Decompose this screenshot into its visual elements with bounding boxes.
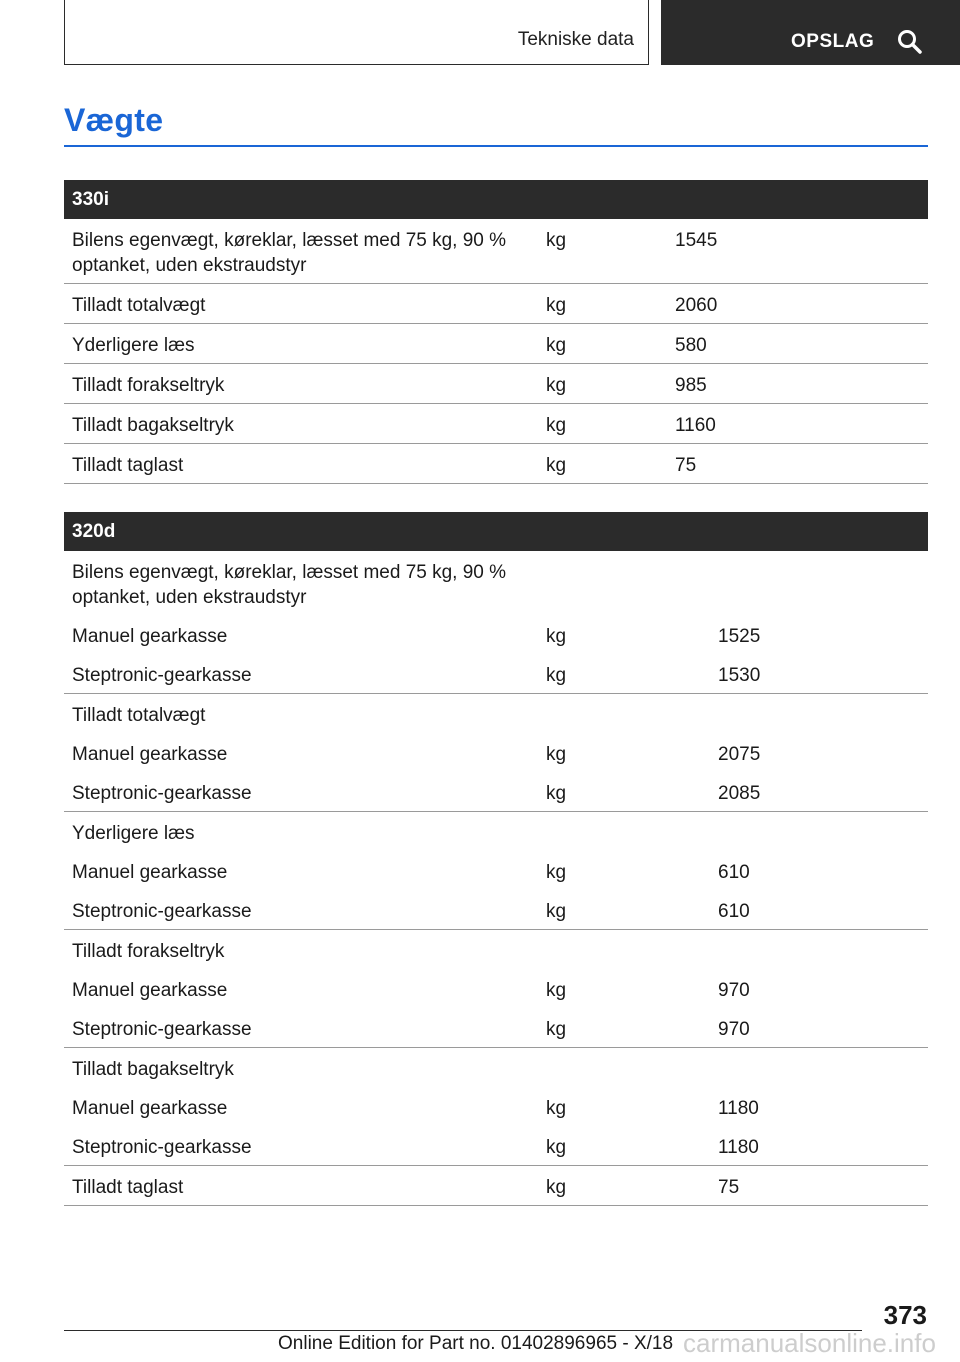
row-value: 75 <box>675 455 697 476</box>
row-label: Tilladt forakseltryk <box>72 375 225 396</box>
row-unit: kg <box>546 1177 567 1198</box>
row-value: 1530 <box>718 665 761 686</box>
row-unit: kg <box>546 862 567 883</box>
table-row <box>64 890 928 930</box>
table-row <box>64 615 928 654</box>
table-row <box>64 444 928 484</box>
row-label: Steptronic-gearkasse <box>72 665 252 686</box>
group-heading-row <box>64 812 928 851</box>
row-unit: kg <box>546 626 567 647</box>
row-unit: kg <box>546 1019 567 1040</box>
watermark: carmanualsonline.info <box>683 1328 936 1358</box>
row-label: Steptronic-gearkasse <box>72 901 252 922</box>
row-label: Manuel gearkasse <box>72 980 228 1001</box>
section-tab[interactable] <box>64 0 649 65</box>
row-unit: kg <box>546 1137 567 1158</box>
table-row <box>64 851 928 890</box>
lookup-tab[interactable] <box>661 0 960 65</box>
table-heading-330i: 330i <box>64 180 928 219</box>
page-number: 373 <box>883 1300 927 1330</box>
row-label: Manuel gearkasse <box>72 1098 228 1119</box>
row-value: 1180 <box>718 1098 759 1119</box>
table-row <box>64 654 928 694</box>
row-label: Manuel gearkasse <box>72 626 228 647</box>
row-value: 610 <box>718 862 750 883</box>
section-tab-label: Tekniske data <box>517 29 634 50</box>
row-value: 985 <box>675 375 707 396</box>
table-row <box>64 364 928 404</box>
row-unit: kg <box>546 375 567 396</box>
row-label: Tilladt taglast <box>72 1177 184 1198</box>
table-row <box>64 969 928 1008</box>
row-value: 580 <box>675 335 707 356</box>
table-heading-320d: 320d <box>64 512 928 551</box>
search-icon[interactable] <box>897 29 923 55</box>
table-row <box>64 733 928 772</box>
row-value: 2060 <box>675 295 718 316</box>
weights-table-330i <box>64 180 928 484</box>
row-label: Tilladt taglast <box>72 455 184 476</box>
table-row <box>64 1087 928 1126</box>
group-label: Tilladt forakseltryk <box>72 941 225 962</box>
row-label: Steptronic-gearkasse <box>72 783 252 804</box>
row-label: Bilens egenvægt, køreklar, læsset med 75 kg, 90 % optanket, uden ekstraudstyr <box>72 230 507 276</box>
row-unit: kg <box>546 980 567 1001</box>
row-value: 75 <box>718 1177 740 1198</box>
table-row <box>64 772 928 812</box>
group-heading-row <box>64 930 928 969</box>
table-row <box>64 219 928 284</box>
row-unit: kg <box>546 783 567 804</box>
table-row <box>64 1008 928 1048</box>
row-unit: kg <box>546 1098 567 1119</box>
table-row <box>64 404 928 444</box>
row-label: Manuel gearkasse <box>72 862 228 883</box>
row-value: 970 <box>718 1019 750 1040</box>
row-unit: kg <box>546 901 567 922</box>
row-label: Tilladt bagakseltryk <box>72 415 234 436</box>
table-row <box>64 1126 928 1166</box>
row-label: Yderligere læs <box>72 335 195 356</box>
row-value: 610 <box>718 901 750 922</box>
table-row <box>64 1166 928 1206</box>
table-row <box>64 324 928 364</box>
row-label: Tilladt totalvægt <box>72 295 206 316</box>
row-unit: kg <box>546 415 567 436</box>
row-unit: kg <box>546 455 567 476</box>
row-value: 970 <box>718 980 750 1001</box>
row-value: 2085 <box>718 783 761 804</box>
row-value: 2075 <box>718 744 761 765</box>
lookup-tab-label: OPSLAG <box>791 31 875 52</box>
weights-table-320d <box>64 512 928 1206</box>
group-heading-row <box>64 694 928 733</box>
row-label: Steptronic-gearkasse <box>72 1137 252 1158</box>
row-unit: kg <box>546 744 567 765</box>
row-value: 1160 <box>675 415 716 436</box>
row-value: 1180 <box>718 1137 759 1158</box>
row-value: 1545 <box>675 230 718 251</box>
table-row <box>64 284 928 324</box>
group-heading-row <box>64 1048 928 1087</box>
row-label: Manuel gearkasse <box>72 744 228 765</box>
row-unit: kg <box>546 295 567 316</box>
edition-note: Online Edition for Part no. 01402896965 - X/18 <box>278 1333 674 1354</box>
title-divider <box>64 145 928 147</box>
group-label: Tilladt totalvægt <box>72 705 206 726</box>
group-label: Tilladt bagakseltryk <box>72 1059 234 1080</box>
row-label: Steptronic-gearkasse <box>72 1019 252 1040</box>
group-label: Bilens egenvægt, køreklar, læsset med 75 kg, 90 % optanket, uden ekstraudstyr <box>72 562 507 608</box>
row-value: 1525 <box>718 626 761 647</box>
row-unit: kg <box>546 665 567 686</box>
group-heading-row <box>64 551 928 615</box>
group-label: Yderligere læs <box>72 823 195 844</box>
row-unit: kg <box>546 230 567 251</box>
row-unit: kg <box>546 335 567 356</box>
page-title: Vægte <box>64 102 164 138</box>
